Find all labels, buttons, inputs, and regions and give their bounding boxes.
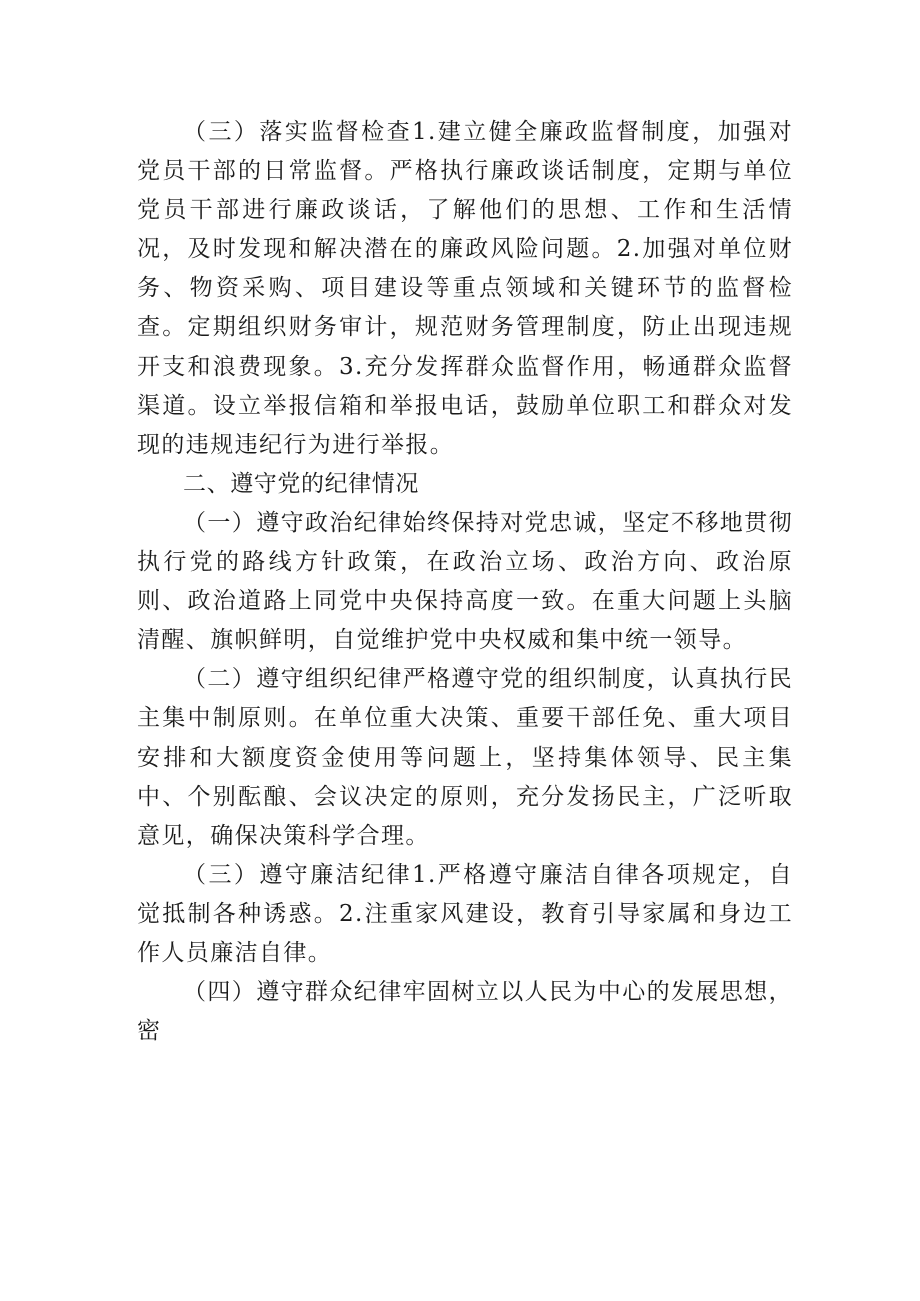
section-heading-party-discipline: 二、遵守党的纪律情况 [183,470,419,497]
paragraph-political-discipline: （一）遵守政治纪律始终保持对党忠诚，坚定不移地贯彻执行党的路线方针政策，在政治立场、政治方向、政治原则、政治道路上同党中央保持高度一致。在重大问题上头脑清醒、旗帜鲜明，自觉维护党中央权威和集中统一领导。 [137,509,793,654]
paragraph-organizational-discipline: （二）遵守组织纪律严格遵守党的组织制度，认真执行民主集中制原则。在单位重大决策、重要干部任免、重大项目安排和大额度资金使用等问题上，坚持集体领导、民主集中、个别酝酿、会议决定的原则，充分发扬民主，广泛听取意见，确保决策科学合理。 [137,666,793,849]
paragraph-mass-discipline: （四）遵守群众纪律牢固树立以人民为中心的发展思想，密 [137,979,793,1045]
document-body [137,113,793,1051]
paragraph-supervision-inspection: （三）落实监督检查1.建立健全廉政监督制度，加强对党员干部的日常监督。严格执行廉政谈话制度，定期与单位党员干部进行廉政谈话，了解他们的思想、工作和生活情况，及时发现和解决潜在的廉政风险问题。2.加强对单位财务、物资采购、项目建设等重点领域和关键环节的监督检查。定期组织财务审计，规范财务管理制度，防止出现违规开支和浪费现象。3.充分发挥群众监督作用，畅通群众监督渠道。设立举报信箱和举报电话，鼓励单位职工和群众对发现的违规违纪行为进行举报。 [137,119,793,458]
paragraph-integrity-discipline: （三）遵守廉洁纪律1.严格遵守廉洁自律各项规定，自觉抵制各种诱惑。2.注重家风建设，教育引导家属和身边工作人员廉洁自律。 [137,861,793,966]
